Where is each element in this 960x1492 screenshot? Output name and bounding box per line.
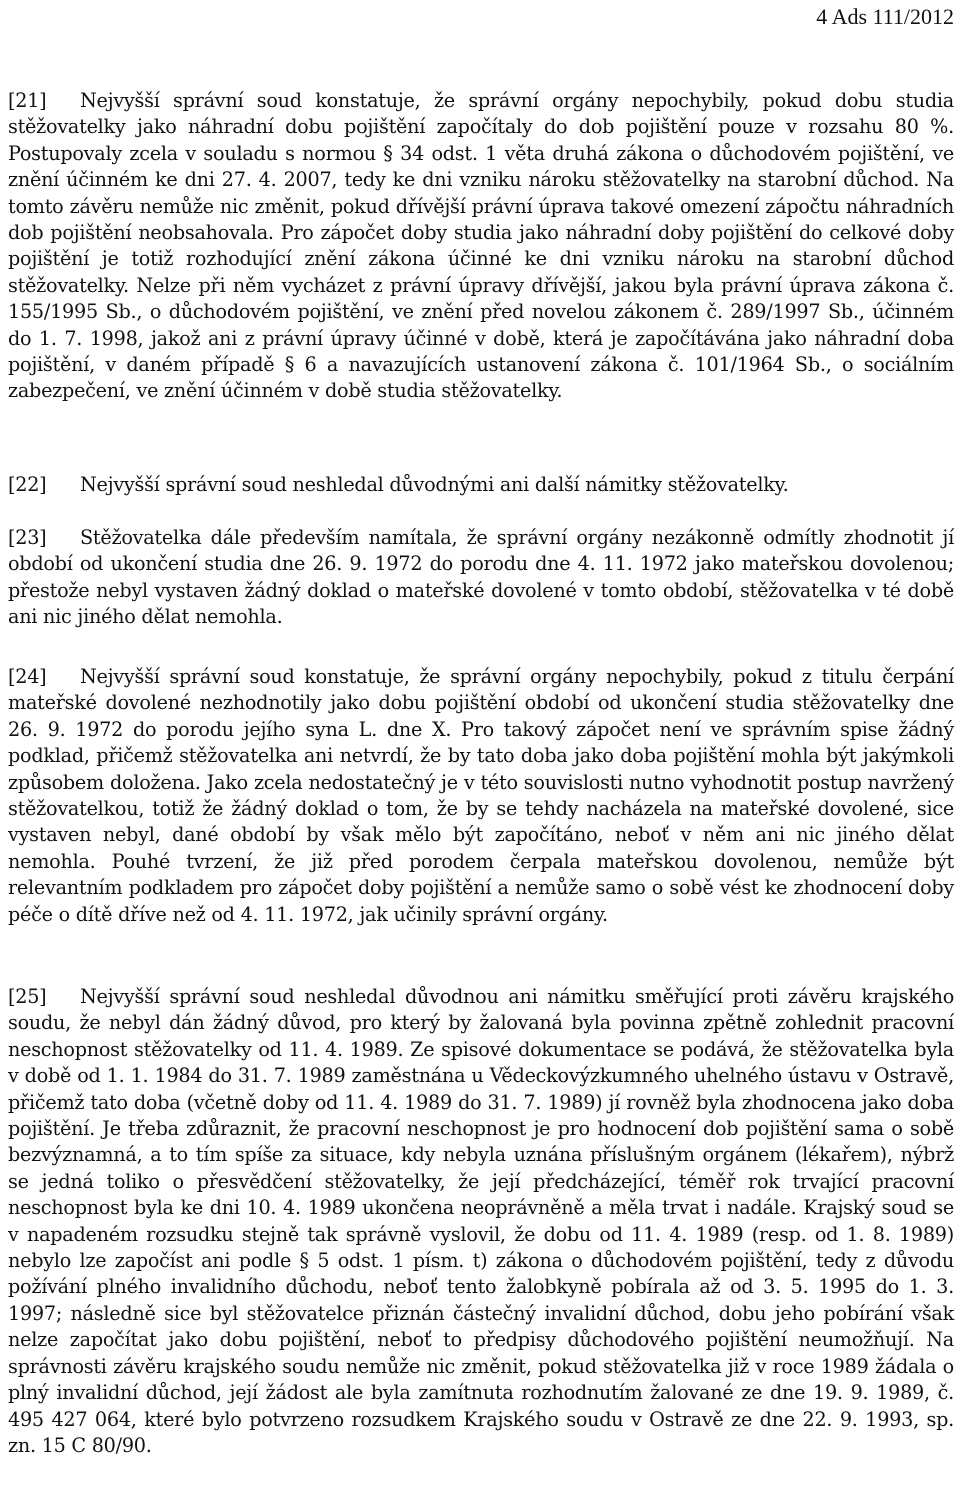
paragraph-text: Nejvyšší správní soud konstatuje, že správní orgány nepochybily, pokud dobu studia stěžovatelky jako náhradní dobu pojištění započítaly do dob pojištění pouze v rozsahu 80 %. Postupovaly zcela v souladu s normou § 34 odst. 1 věta druhá zákona o důchodovém pojištění, ve znění účinném ke dni 27. 4. 2007, tedy ke dni vzniku nároku stěžovatelky na starobní důchod. Na tomto závěru nemůže nic změnit, pokud dřívější právní úprava takové omezení zápočtu náhradních dob pojištění neobsahovala. Pro zápočet doby studia jako náhradní doby pojištění do celkové doby pojištění je totiž rozhodující znění zákona účinné ke dni vzniku nároku na starobní důchod stěžovatelky. Nelze při něm vycházet z právní úpravy dřívější, jakou byla právní úprava zákona č. 155/1995 Sb., o důchodovém pojištění, ve znění před novelou zákonem č. 289/1997 Sb., účinném do 1. 7. 1998, jakož ani z právní úpravy účinné v době, která je započítávána jako náhradní doba pojištění, v daném případě § 6 a navazujících ustanovení zákona č. 101/1964 Sb., o sociálním zabezpečení, ve znění účinném v době studia stěžovatelky. <box>8 89 954 403</box>
paragraph-number: [21] <box>8 89 47 112</box>
paragraph-number: [24] <box>8 665 47 688</box>
paragraph-number: [25] <box>8 985 47 1008</box>
paragraph-text: Nejvyšší správní soud neshledal důvodnými ani další námitky stěžovatelky. <box>80 473 789 496</box>
case-number-header: 4 Ads 111/2012 <box>816 4 954 29</box>
paragraph-text: Nejvyšší správní soud konstatuje, že správní orgány nepochybily, pokud z titulu čerpání mateřské dovolené nezhodnotily jako dobu pojištění období od ukončení studia stěžovatelky dne 26. 9. 1972 do porodu jejího syna L. dne X. Pro takový zápočet není ve správním spise žádný podklad, přičemž stěžovatelka ani netvrdí, že by tato doba jako doba pojištění mohla být jakýmkoli způsobem doložena. Jako zcela nedostatečný je v této souvislosti nutno vyhodnotit postup navržený stěžovatelkou, totiž že žádný doklad o tom, že by se tehdy nacházela na mateřské dovolené, sice vystaven nebyl, dané období by však mělo být započítáno, neboť v něm ani nic jiného dělat nemohla. Pouhé tvrzení, že již před porodem čerpala mateřskou dovolenou, nemůže být relevantním podkladem pro zápočet doby pojištění a nemůže samo o sobě vést ke zhodnocení doby péče o dítě dříve než od 4. 11. 1972, jak učinily správní orgány. <box>8 665 954 926</box>
paragraph-text: Nejvyšší správní soud neshledal důvodnou ani námitku směřující proti závěru krajského soudu, že nebyl dán žádný důvod, pro který by žalovaná byla povinna zpětně zohlednit pracovní neschopnost stěžovatelky od 11. 4. 1989. Ze spisové dokumentace se podává, že stěžovatelka byla v době od 1. 1. 1984 do 31. 7. 1989 zaměstnána u Vědeckovýzkumného uhelného ústavu v Ostravě, přičemž tato doba (včetně doby od 11. 4. 1989 do 31. 7. 1989) jí rovněž byla zhodnocena jako doba pojištění. Je třeba zdůraznit, že pracovní neschopnost je pro hodnocení dob pojištění sama o sobě bezvýznamná, a to tím spíše za situace, kdy nebyla uznána příslušným orgánem (lékařem), nýbrž se jedná toliko o přesvědčení stěžovatelky, že její předcházející, téměř rok trvající pracovní neschopnost byla ke dni 10. 4. 1989 ukončena neoprávněně a měla trvat i nadále. Krajský soud se v napadeném rozsudku stejně tak správně vyslovil, že dobu od 11. 4. 1989 (resp. od 1. 8. 1989) nebylo lze započíst ani podle § 5 odst. 1 písm. t) zákona o důchodovém pojištění, tedy z důvodu požívání plného invalidního důchodu, neboť tento žalobkyně pobírala až od 3. 5. 1995 do 1. 3. 1997; následně sice byl stěžovatelce přiznán částečný invalidní důchod, dobu jeho pobírání však nelze započítat jako dobu pojištění, neboť to předpisy důchodového pojištění neumožňují. Na správnosti závěru krajského soudu nemůže nic změnit, pokud stěžovatelka již v roce 1989 žádala o plný invalidní důchod, její žádost ale byla zamítnuta rozhodnutím žalované ze dne 19. 9. 1989, č. 495 427 064, které bylo potvrzeno rozsudkem Krajského soudu v Ostravě ze dne 22. 9. 1993, sp. zn. 15 C 80/90. <box>8 985 954 1457</box>
paragraph-21 <box>8 88 954 405</box>
paragraph-24 <box>8 664 954 928</box>
paragraph-number: [22] <box>8 473 47 496</box>
paragraph-23 <box>8 525 954 631</box>
paragraph-text: Stěžovatelka dále především namítala, že správní orgány nezákonně odmítly zhodnotit jí období od ukončení studia dne 26. 9. 1972 do porodu dne 4. 11. 1972 jako mateřskou dovolenou; přestože nebyl vystaven žádný doklad o mateřské dovolené v tomto období, stěžovatelka v té době ani nic jiného dělat nemohla. <box>8 526 954 629</box>
paragraph-22 <box>8 472 954 498</box>
paragraph-25 <box>8 984 954 1459</box>
paragraph-number: [23] <box>8 526 47 549</box>
